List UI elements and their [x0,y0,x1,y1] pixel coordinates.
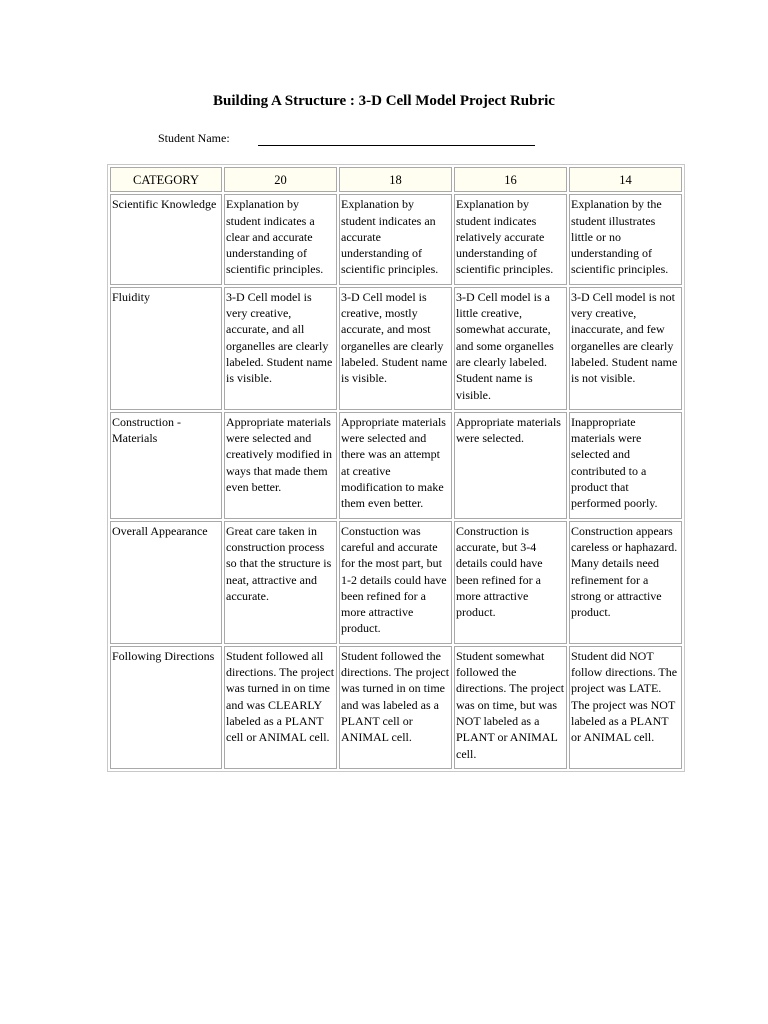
criteria-cell: Appropriate materials were selected. [454,412,567,519]
criteria-cell: 3-D Cell model is creative, mostly accurate, and most organelles are clearly labeled. Student name is visible. [339,287,452,410]
criteria-cell: Constuction was careful and accurate for the most part, but 1-2 details could have been refined for a more attractive product. [339,521,452,644]
criteria-cell: Student somewhat followed the directions. The project was on time, but was NOT labeled as a PLANT or ANIMAL cell. [454,646,567,769]
table-row [110,194,682,284]
criteria-cell: Student did NOT follow directions. The project was LATE. The project was NOT labeled as a PLANT or ANIMAL cell. [569,646,682,769]
criteria-cell: Great care taken in construction process so that the structure is neat, attractive and accurate. [224,521,337,644]
header-score-20: 20 [224,167,337,192]
student-name-label: Student Name: [158,131,230,145]
criteria-cell: Explanation by student indicates relatively accurate understanding of scientific principles. [454,194,567,284]
header-score-16: 16 [454,167,567,192]
rubric-container [107,164,678,772]
criteria-cell: 3-D Cell model is a little creative, somewhat accurate, and some organelles are clearly labeled. Student name is visible. [454,287,567,410]
criteria-cell: Appropriate materials were selected and creatively modified in ways that made them even better. [224,412,337,519]
header-row [110,167,682,192]
criteria-cell: 3-D Cell model is not very creative, inaccurate, and few organelles are clearly labeled. Student name is not visible. [569,287,682,410]
table-row [110,646,682,769]
header-score-18: 18 [339,167,452,192]
header-category: CATEGORY [110,167,222,192]
criteria-cell: 3-D Cell model is very creative, accurate, and all organelles are clearly labeled. Student name is visible. [224,287,337,410]
rubric-table [107,164,685,772]
category-cell: Construction -Materials [110,412,222,519]
student-name-line [158,131,535,146]
table-row [110,412,682,519]
criteria-cell: Student followed all directions. The project was turned in on time and was CLEARLY labeled as a PLANT cell or ANIMAL cell. [224,646,337,769]
category-cell: Fluidity [110,287,222,410]
category-cell: Following Directions [110,646,222,769]
table-row [110,287,682,410]
table-row [110,521,682,644]
criteria-cell: Inappropriate materials were selected and contributed to a product that performed poorly. [569,412,682,519]
criteria-cell: Appropriate materials were selected and there was an attempt at creative modification to make them even better. [339,412,452,519]
criteria-cell: Student followed the directions. The project was turned in on time and was labeled as a PLANT cell or ANIMAL cell. [339,646,452,769]
category-cell: Overall Appearance [110,521,222,644]
criteria-cell: Explanation by the student illustrates little or no understanding of scientific principles. [569,194,682,284]
student-name-blank [258,131,535,146]
criteria-cell: Explanation by student indicates an accurate understanding of scientific principles. [339,194,452,284]
criteria-cell: Construction appears careless or haphazard. Many details need refinement for a strong or attractive product. [569,521,682,644]
page-title: Building A Structure : 3-D Cell Model Project Rubric [213,93,555,109]
header-score-14: 14 [569,167,682,192]
criteria-cell: Construction is accurate, but 3-4 details could have been refined for a more attractive product. [454,521,567,644]
criteria-cell: Explanation by student indicates a clear and accurate understanding of scientific principles. [224,194,337,284]
category-cell: Scientific Knowledge [110,194,222,284]
